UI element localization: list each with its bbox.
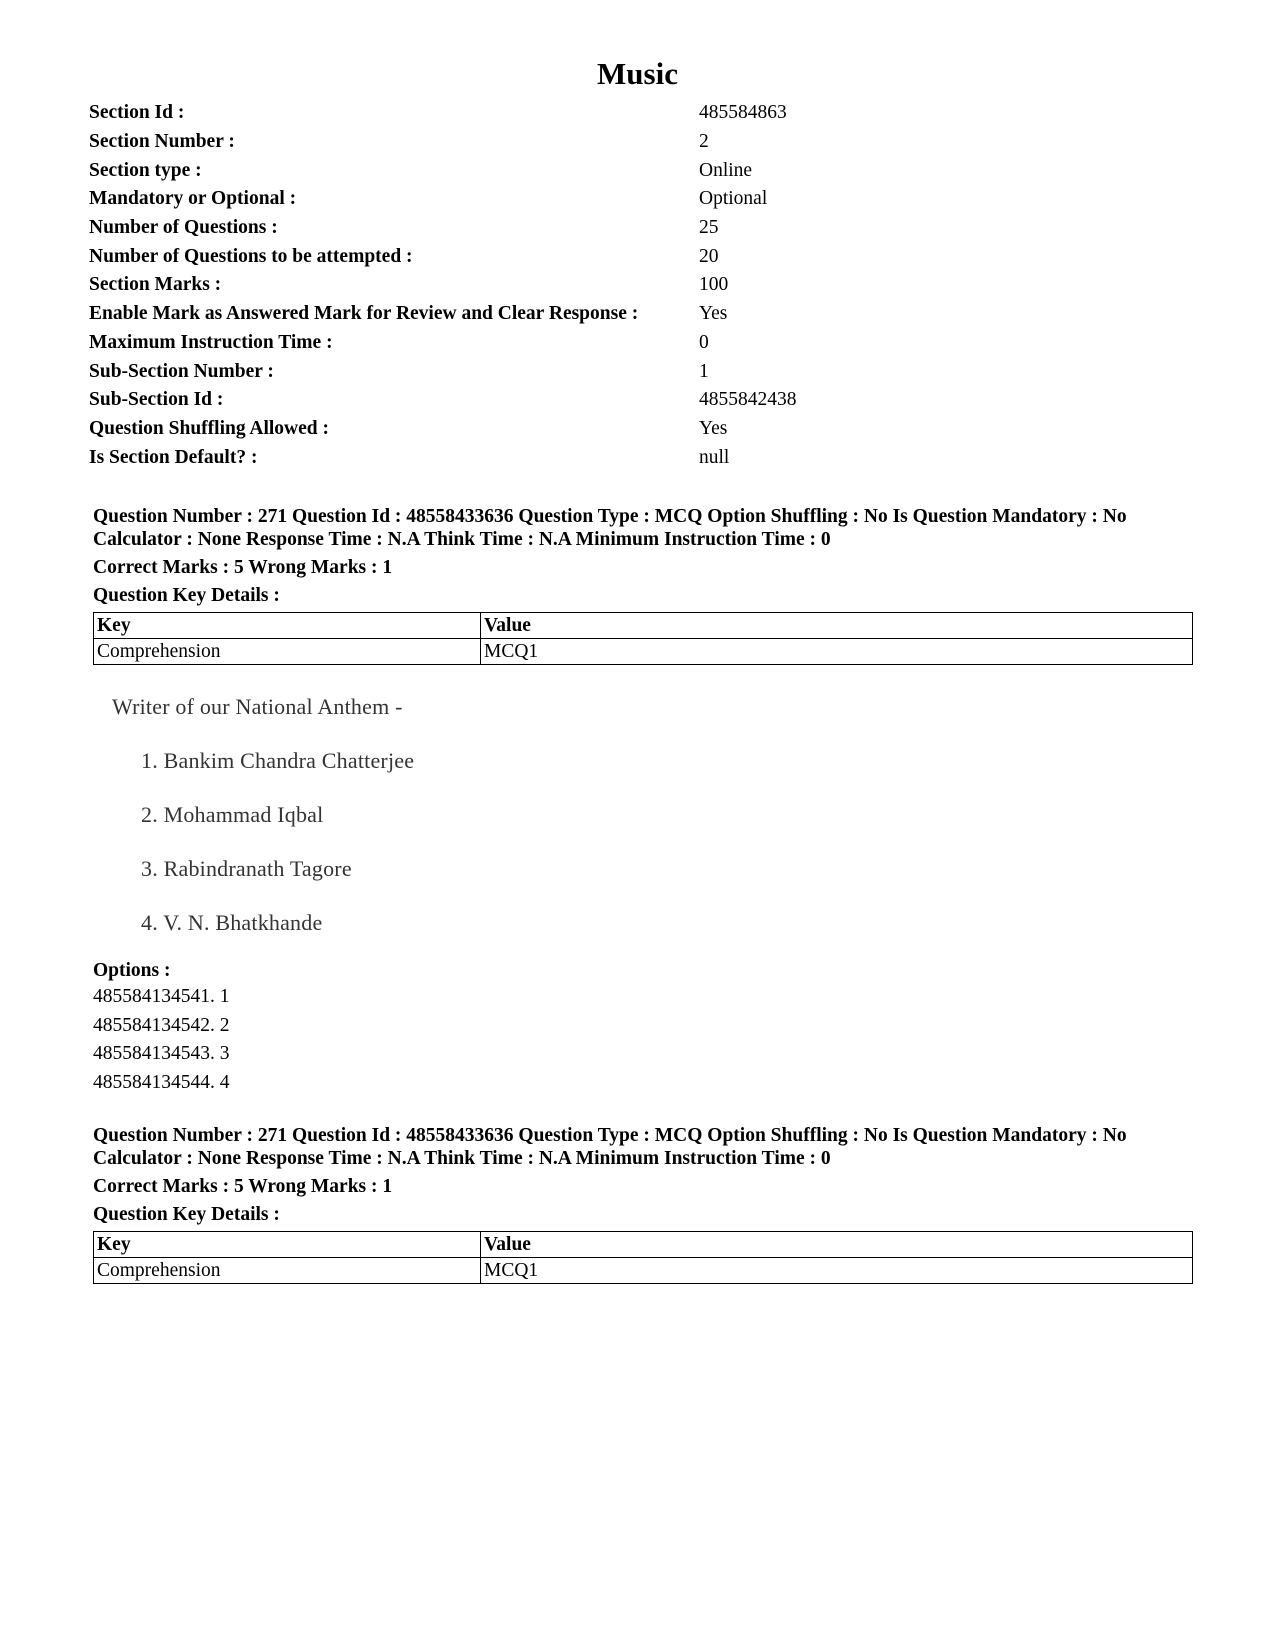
info-value: 100 <box>699 274 729 296</box>
options-list <box>93 958 230 1098</box>
table-cell: Comprehension <box>94 1258 481 1284</box>
section-info <box>89 99 1189 472</box>
question-choice: 4. V. N. Bhatkhande <box>141 910 323 935</box>
info-key: Section Id : <box>89 102 185 124</box>
info-value: 1 <box>699 360 709 382</box>
info-key: Sub-Section Number : <box>89 360 274 382</box>
info-row <box>89 271 1189 300</box>
info-row <box>89 242 1189 271</box>
question-block <box>93 1124 1193 1284</box>
question-choice: 1. Bankim Chandra Chatterjee <box>141 748 415 773</box>
key-details-table <box>93 612 1193 665</box>
info-row <box>89 128 1189 157</box>
info-key: Sub-Section Id : <box>89 389 224 411</box>
key-details-table <box>93 1231 1193 1284</box>
info-key: Mandatory or Optional : <box>89 188 297 210</box>
info-key: Section type : <box>89 159 202 181</box>
table-header-row <box>94 613 1193 639</box>
table-cell: MCQ1 <box>481 1258 1193 1284</box>
info-row <box>89 415 1189 444</box>
question-key-details-label: Question Key Details : <box>93 585 280 606</box>
info-key: Question Shuffling Allowed : <box>89 417 330 439</box>
question-choice: 2. Mohammad Iqbal <box>141 802 324 827</box>
table-header-cell: Value <box>481 613 1193 639</box>
question-stem-text: Writer of our National Anthem - <box>112 694 403 719</box>
info-row <box>89 156 1189 185</box>
question-block <box>93 505 1193 665</box>
table-row <box>94 1258 1193 1284</box>
info-row <box>89 99 1189 128</box>
info-value: Yes <box>699 303 728 325</box>
option-item: 485584134541. 1 <box>93 986 230 1007</box>
option-item: 485584134543. 3 <box>93 1043 230 1065</box>
question-key-details-label: Question Key Details : <box>93 1204 280 1225</box>
table-header-cell: Key <box>94 1232 481 1258</box>
question-marks: Correct Marks : 5 Wrong Marks : 1 <box>93 557 393 578</box>
info-key: Maximum Instruction Time : <box>89 331 333 353</box>
question-header: Question Number : 271 Question Id : 48558433636 Question Type : MCQ Option Shuffling : No Is Question Mandatory : No Calculator : None Response Time : N.A Think Time : N.A Minimum Instruction Time : 0 <box>93 506 1127 550</box>
info-value: 25 <box>699 217 719 239</box>
question-stem <box>112 694 414 936</box>
info-key: Section Number : <box>89 131 235 153</box>
info-key: Enable Mark as Answered Mark for Review and Clear Response : <box>89 303 639 325</box>
info-key: Number of Questions to be attempted : <box>89 245 413 267</box>
question-choice: 3. Rabindranath Tagore <box>141 856 352 881</box>
info-row <box>89 185 1189 214</box>
info-row <box>89 300 1189 329</box>
question-marks: Correct Marks : 5 Wrong Marks : 1 <box>93 1176 393 1197</box>
info-key: Is Section Default? : <box>89 446 258 468</box>
info-key: Section Marks : <box>89 274 222 296</box>
options-label: Options : <box>93 960 171 981</box>
info-value: 4855842438 <box>699 389 797 411</box>
table-cell: MCQ1 <box>481 639 1193 665</box>
page-title: Music <box>597 56 678 91</box>
info-value: 0 <box>699 331 709 353</box>
option-item: 485584134544. 4 <box>93 1072 230 1094</box>
info-value: Online <box>699 159 753 181</box>
info-value: 485584863 <box>699 102 787 124</box>
info-key: Number of Questions : <box>89 217 278 239</box>
info-row <box>89 357 1189 386</box>
table-header-cell: Key <box>94 613 481 639</box>
info-value: Optional <box>699 188 768 210</box>
info-row <box>89 386 1189 415</box>
info-row <box>89 443 1189 472</box>
info-row <box>89 214 1189 243</box>
table-row <box>94 639 1193 665</box>
info-value: null <box>699 446 730 468</box>
table-header-cell: Value <box>481 1232 1193 1258</box>
table-cell: Comprehension <box>94 639 481 665</box>
info-value: Yes <box>699 417 728 439</box>
question-header: Question Number : 271 Question Id : 48558433636 Question Type : MCQ Option Shuffling : No Is Question Mandatory : No Calculator : None Response Time : N.A Think Time : N.A Minimum Instruction Time : 0 <box>93 1125 1127 1169</box>
info-row <box>89 329 1189 358</box>
info-value: 2 <box>699 131 709 153</box>
option-item: 485584134542. 2 <box>93 1014 230 1036</box>
info-value: 20 <box>699 245 719 267</box>
table-header-row <box>94 1232 1193 1258</box>
